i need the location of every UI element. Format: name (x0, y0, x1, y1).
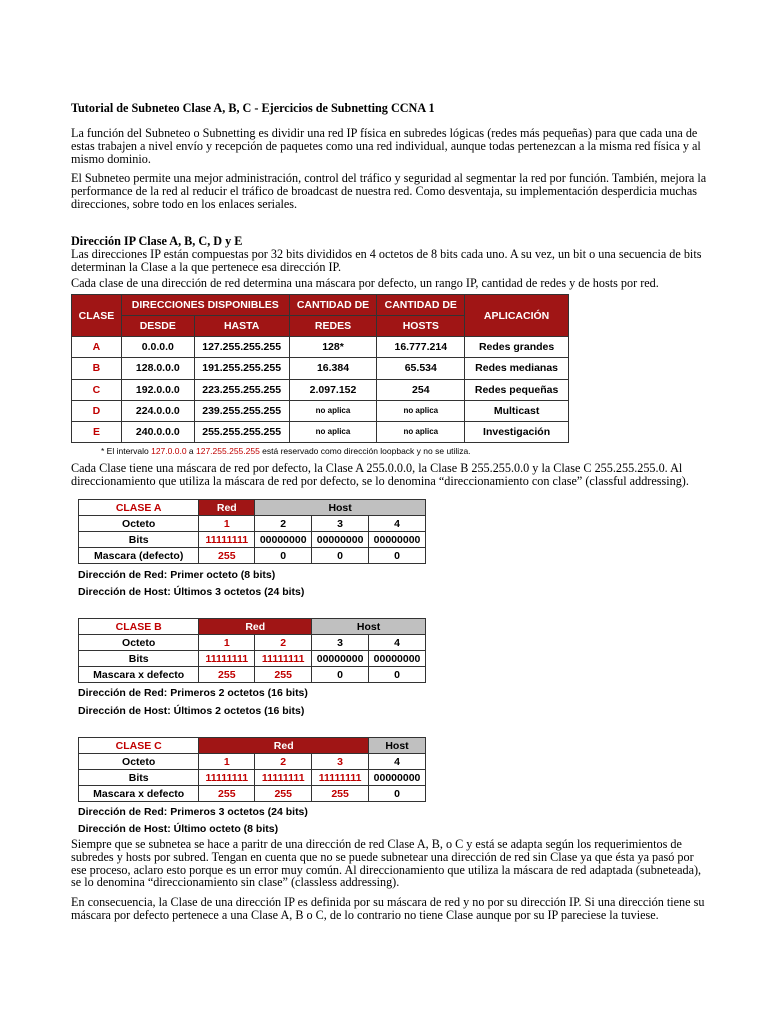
octeto-cell: 1 (199, 754, 255, 770)
mask-label: Mascara (defecto) (79, 548, 199, 564)
octeto-cell: 3 (312, 635, 369, 651)
cell-clase: D (72, 400, 122, 421)
bits-cell: 11111111 (199, 651, 255, 667)
bits-cell: 00000000 (312, 651, 369, 667)
mask-cell: 0 (312, 548, 369, 564)
class-c-note-red: Dirección de Red: Primeros 3 octetos (24 bits) (78, 806, 308, 818)
red-header: Red (199, 500, 255, 516)
red-header: Red (199, 738, 369, 754)
section-heading: Dirección IP Clase A, B, C, D y E (71, 234, 243, 248)
intro-paragraph-2: El Subneteo permite una mejor administración, control del tráfico y seguridad al segmentar la red por función. También, mejora la performance de la red al reducir el tráfico de broadcast de nuestra red. Como desventaja, su implementación desperdicia muchas direcciones, sobre todo en los enlaces seriales. (71, 171, 707, 211)
cell-hasta: 239.255.255.255 (194, 400, 289, 421)
page-title: Tutorial de Subneteo Clase A, B, C - Ejercicios de Subnetting CCNA 1 (71, 101, 435, 115)
footnote-text: * El intervalo (101, 446, 152, 456)
octeto-cell: 2 (255, 754, 312, 770)
octeto-cell: 1 (199, 516, 255, 532)
cell-aplicacion: Investigación (465, 421, 569, 442)
mask-label: Mascara x defecto (79, 786, 199, 802)
octeto-cell: 4 (369, 635, 426, 651)
cell-hasta: 255.255.255.255 (194, 421, 289, 442)
class-c-table (78, 737, 426, 802)
class-b-note-host: Dirección de Host: Últimos 2 octetos (16 bits) (78, 705, 305, 717)
octeto-label: Octeto (79, 516, 199, 532)
mask-paragraph: Cada Clase tiene una máscara de red por defecto, la Clase A 255.0.0.0, la Clase B 255.255.0.0 y la Clase C 255.255.255.0. Al direccionamiento que utiliza la máscara de red por defecto, se lo denomina “direccionamiento con clase” (classful addressing). (71, 461, 689, 488)
bits-cell: 11111111 (199, 770, 255, 786)
mask-cell: 0 (369, 667, 426, 683)
octeto-cell: 3 (312, 754, 369, 770)
octeto-cell: 2 (255, 635, 312, 651)
closing-paragraph-2: En consecuencia, la Clase de una dirección IP es definida por su máscara de red y no por su dirección IP. Si una dirección tiene su máscara por defecto pertenece a una Clase A, B o C, de lo contrario no tiene Clase aunque por su IP pareciese la tuviese. (71, 895, 705, 922)
loopback-footnote (101, 446, 471, 456)
header-clase: CLASE (72, 295, 122, 337)
cell-hosts: no aplica (377, 421, 465, 442)
mask-cell: 0 (369, 786, 426, 802)
mask-cell: 0 (312, 667, 369, 683)
bits-cell: 00000000 (369, 651, 426, 667)
cell-clase: B (72, 358, 122, 379)
octeto-label: Octeto (79, 635, 199, 651)
cell-desde: 128.0.0.0 (121, 358, 194, 379)
section-paragraph-2: Cada clase de una dirección de red determina una máscara por defecto, un rango IP, cantidad de redes y de hosts por red. (71, 276, 659, 290)
section-paragraph-1: Las direcciones IP están compuestas por 32 bits divididos en 4 octetos de 8 bits cada uno. A su vez, un bit o una secuencia de bits determinan la Clase a la que pertenece esa dirección IP. (71, 247, 702, 274)
bits-label: Bits (79, 770, 199, 786)
class-c-note-host: Dirección de Host: Último octeto (8 bits) (78, 823, 279, 835)
octeto-cell: 4 (369, 516, 426, 532)
class-b-title: CLASE B (79, 619, 199, 635)
footnote-end-ip: 127.255.255.255 (196, 446, 260, 456)
class-b-note-red: Dirección de Red: Primeros 2 octetos (16 bits) (78, 687, 308, 699)
red-header: Red (199, 619, 312, 635)
cell-clase: C (72, 379, 122, 400)
cell-redes: 128* (289, 337, 377, 358)
class-b-table (78, 618, 426, 683)
cell-clase: A (72, 337, 122, 358)
ip-classes-table (71, 294, 569, 443)
header-direcciones: DIRECCIONES DISPONIBLES (121, 295, 289, 316)
bits-cell: 00000000 (369, 770, 426, 786)
octeto-cell: 2 (255, 516, 312, 532)
table-row (72, 337, 569, 358)
cell-redes: 16.384 (289, 358, 377, 379)
bits-cell: 00000000 (369, 532, 426, 548)
header-cant-hosts-1: CANTIDAD DE (377, 295, 465, 316)
header-cant-hosts-2: HOSTS (377, 316, 465, 337)
cell-redes: no aplica (289, 400, 377, 421)
footnote-text: a (186, 446, 196, 456)
host-header: Host (369, 738, 426, 754)
cell-desde: 192.0.0.0 (121, 379, 194, 400)
header-desde: DESDE (121, 316, 194, 337)
class-a-table (78, 499, 426, 564)
cell-aplicacion: Multicast (465, 400, 569, 421)
footnote-text: está reservado como dirección loopback y no se utiliza. (259, 446, 471, 456)
mask-cell: 255 (255, 786, 312, 802)
cell-hasta: 191.255.255.255 (194, 358, 289, 379)
cell-aplicacion: Redes medianas (465, 358, 569, 379)
cell-redes: no aplica (289, 421, 377, 442)
bits-cell: 11111111 (199, 532, 255, 548)
class-a-title: CLASE A (79, 500, 199, 516)
host-header: Host (255, 500, 426, 516)
mask-cell: 0 (255, 548, 312, 564)
intro-paragraph-1: La función del Subneteo o Subnetting es dividir una red IP física en subredes lógicas (redes más pequeñas) para que cada una de estas trabajen a nivel envío y recepción de paquetes como una red individual, aunque todas pertenezcan a la misma red física y al mismo dominio. (71, 126, 701, 166)
cell-desde: 240.0.0.0 (121, 421, 194, 442)
mask-cell: 255 (255, 667, 312, 683)
bits-label: Bits (79, 532, 199, 548)
cell-desde: 0.0.0.0 (121, 337, 194, 358)
cell-hosts: 16.777.214 (377, 337, 465, 358)
bits-cell: 11111111 (255, 651, 312, 667)
bits-label: Bits (79, 651, 199, 667)
cell-clase: E (72, 421, 122, 442)
bits-cell: 11111111 (312, 770, 369, 786)
table-row (72, 358, 569, 379)
cell-desde: 224.0.0.0 (121, 400, 194, 421)
cell-redes: 2.097.152 (289, 379, 377, 400)
header-cant-redes-2: REDES (289, 316, 377, 337)
mask-cell: 255 (199, 548, 255, 564)
octeto-label: Octeto (79, 754, 199, 770)
table-row (72, 379, 569, 400)
footnote-start-ip: 127.0.0.0 (151, 446, 187, 456)
cell-hosts: 254 (377, 379, 465, 400)
octeto-cell: 1 (199, 635, 255, 651)
table-row (72, 421, 569, 442)
cell-aplicacion: Redes grandes (465, 337, 569, 358)
class-a-note-red: Dirección de Red: Primer octeto (8 bits) (78, 569, 276, 581)
mask-label: Mascara x defecto (79, 667, 199, 683)
class-a-note-host: Dirección de Host: Últimos 3 octetos (24 bits) (78, 586, 305, 598)
mask-cell: 255 (312, 786, 369, 802)
closing-paragraph-1: Siempre que se subnetea se hace a paritr de una dirección de red Clase A, B, o C y está se adapta según los requerimientos de subredes y hosts por subred. Tengan en cuenta que no se puede subnetear una dirección de red sin Clase ya que ésta ya pasó por ese proceso, aclaro esto porque es un error muy común. Al direccionamiento que utiliza la máscara de red adaptada (subneteada), se lo denomina “direccionamiento sin clase” (classless addressing). (71, 837, 702, 890)
octeto-cell: 4 (369, 754, 426, 770)
octeto-cell: 3 (312, 516, 369, 532)
bits-cell: 00000000 (255, 532, 312, 548)
cell-aplicacion: Redes pequeñas (465, 379, 569, 400)
mask-cell: 255 (199, 786, 255, 802)
header-cant-redes-1: CANTIDAD DE (289, 295, 377, 316)
mask-cell: 0 (369, 548, 426, 564)
bits-cell: 00000000 (312, 532, 369, 548)
cell-hosts: no aplica (377, 400, 465, 421)
cell-hosts: 65.534 (377, 358, 465, 379)
header-aplicacion: APLICACIÓN (465, 295, 569, 337)
host-header: Host (312, 619, 426, 635)
cell-hasta: 127.255.255.255 (194, 337, 289, 358)
header-hasta: HASTA (194, 316, 289, 337)
table-row (72, 400, 569, 421)
mask-cell: 255 (199, 667, 255, 683)
bits-cell: 11111111 (255, 770, 312, 786)
class-c-title: CLASE C (79, 738, 199, 754)
cell-hasta: 223.255.255.255 (194, 379, 289, 400)
